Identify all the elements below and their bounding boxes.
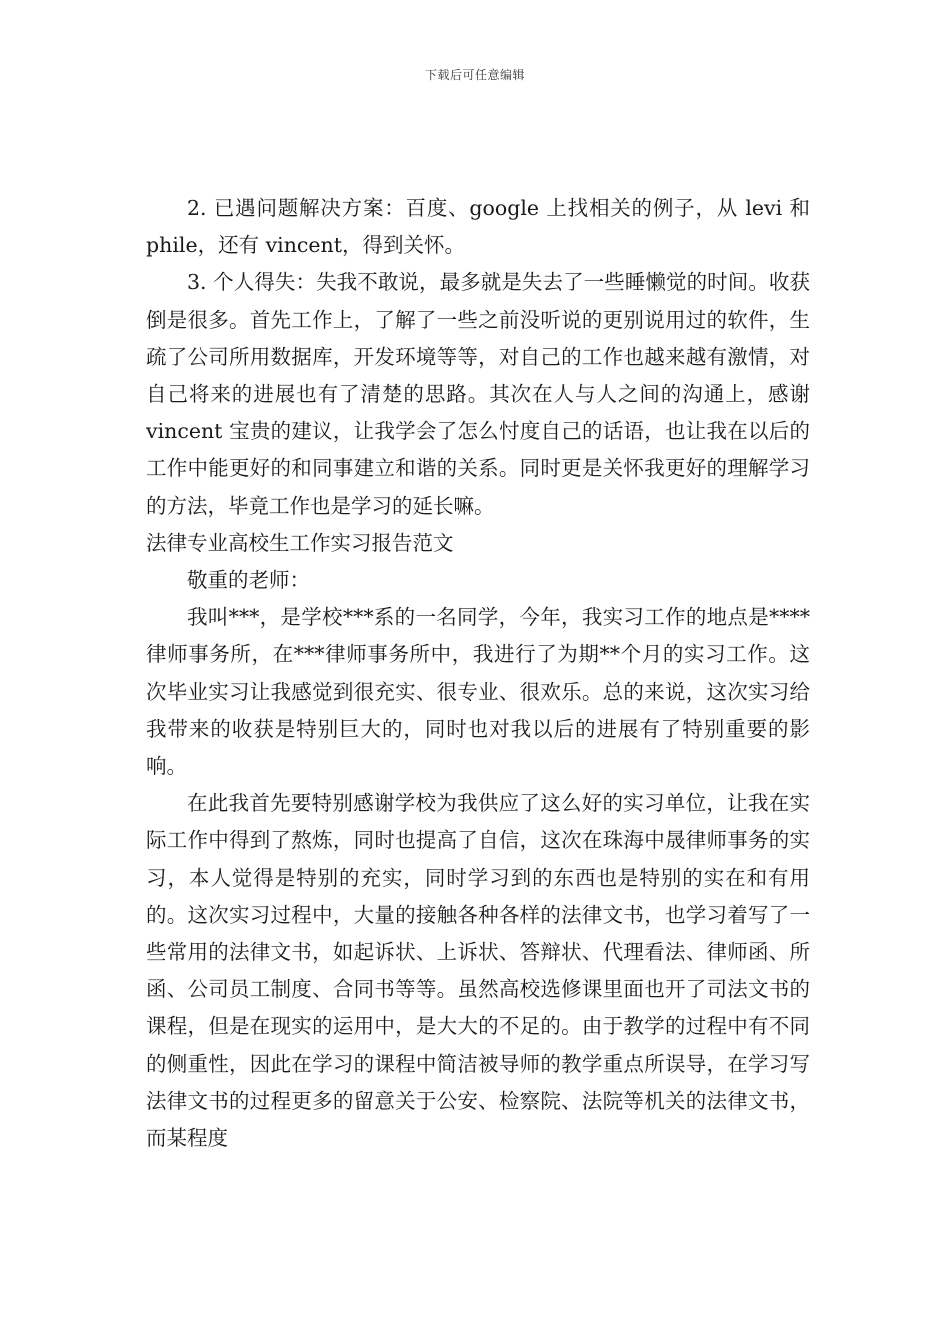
salutation: 敬重的老师： [187,568,310,593]
section-title: 法律专业高校生工作实习报告范文 [146,530,454,555]
document-body [146,190,810,1157]
paragraph-thanks: 在此我首先要特别感谢学校为我供应了这么好的实习单位，让我在实际工作中得到了熬炼，同时也提高了自信，这次在珠海中晟律师事务的实习，本人觉得是特别的充实，同时学习到的东西也是特别的实在和有用的。这次实习过程中，大量的接触各种各样的法律文书，也学习着写了一些常用的法律文书，如起诉状、上诉状、答辩状、代理看法、律师函、所函、公司员工制度、合同书等等。虽然高校选修课里面也开了司法文书的课程，但是在现实的运用中，是大大的不足的。由于教学的过程中有不同的侧重性，因此在学习的课程中简洁被导师的教学重点所误导，在学习写法律文书的过程更多的留意关于公安、检察院、法院等机关的法律文书，而某程度 [146,791,810,1151]
paragraph-solutions: 2. 已遇问题解决方案：百度、google 上找相关的例子，从 levi 和 phile，还有 vincent，得到关怀。 [146,196,810,258]
paragraph-introduction: 我叫***，是学校***系的一名同学，今年，我实习工作的地点是****律师事务所，在***律师事务所中，我进行了为期**个月的实习工作。这次毕业实习让我感觉到很充实、很专业、很欢乐。总的来说，这次实习给我带来的收获是特别巨大的，同时也对我以后的进展有了特别重要的影响。 [146,605,810,779]
page-header-note: 下载后可任意编辑 [424,68,525,82]
paragraph-gains-losses: 3. 个人得失：失我不敢说，最多就是失去了一些睡懒觉的时间。收获倒是很多。首先工作上，了解了一些之前没听说的更别说用过的软件，生疏了公司所用数据库，开发环境等等，对自己的工作也越来越有激情，对自己将来的进展也有了清楚的思路。其次在人与人之间的沟通上，感谢 vincent 宝贵的建议，让我学会了怎么忖度自己的话语，也让我在以后的工作中能更好的和同事建立和谐的关系。同时更是关怀我更好的理解学习的方法，毕竟工作也是学习的延长嘛。 [146,270,810,518]
